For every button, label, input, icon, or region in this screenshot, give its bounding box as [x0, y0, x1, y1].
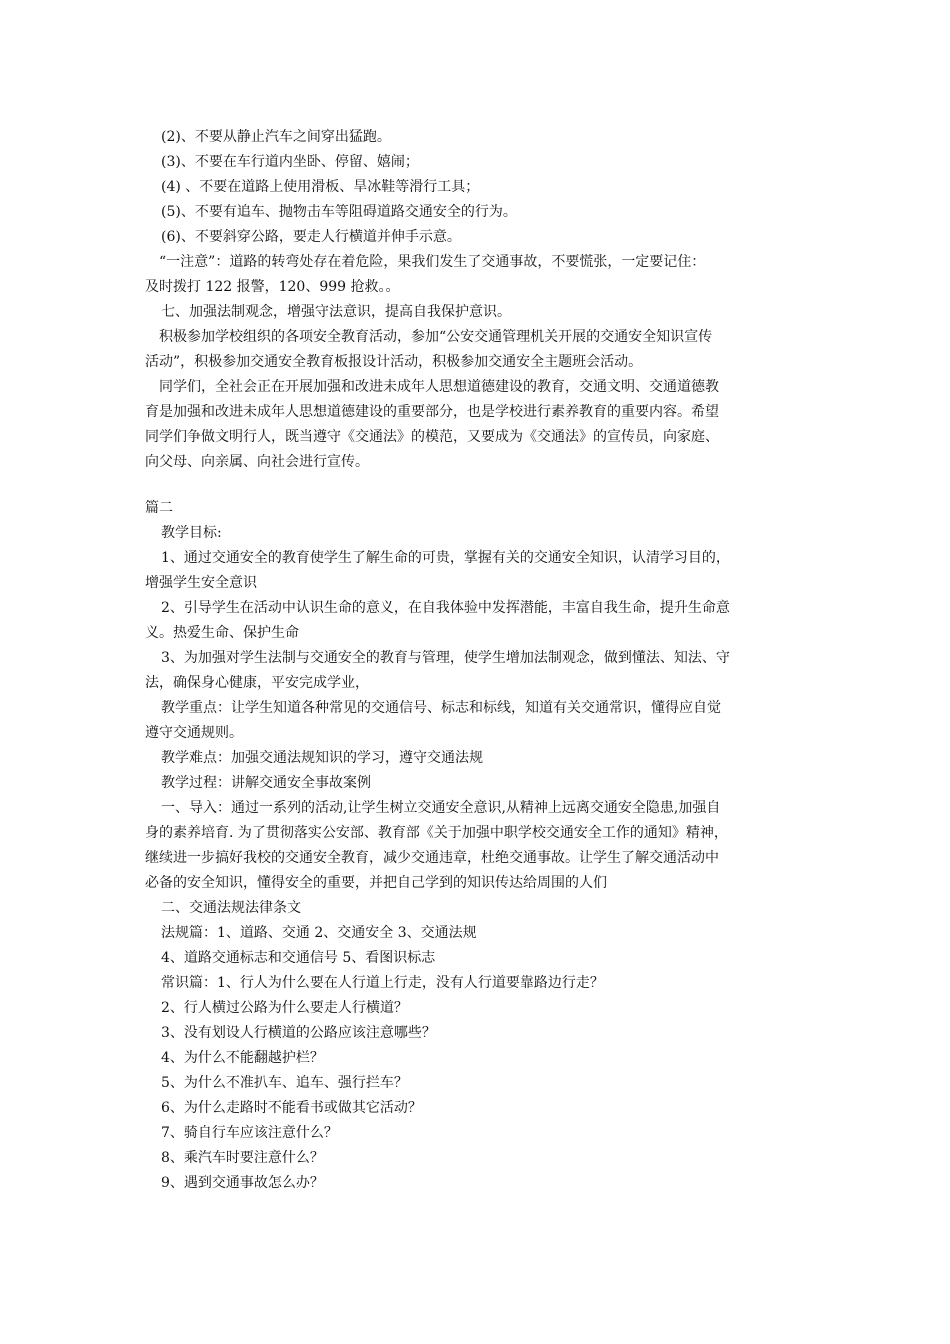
paragraph-line: 一、导入：通过一系列的活动,让学生树立交通安全意识,从精神上远离交通安全隐患,加强自	[161, 800, 721, 816]
paragraph-line: 3、为加强对学生法制与交通安全的教育与管理，使学生增加法制观念，做到懂法、知法、守	[161, 650, 730, 666]
document-body	[145, 125, 810, 1196]
paragraph-line: (3)、不要在车行道内坐卧、停留、嬉闹；	[161, 154, 419, 170]
paragraph-line: 必备的安全知识，懂得安全的重要，并把自己学到的知识传达给周围的人们	[145, 875, 607, 891]
paragraph-line: 教学重点：让学生知道各种常见的交通信号、标志和标线，知道有关交通常识，懂得应自觉	[161, 700, 721, 716]
paragraph-line: 3、没有划设人行横道的公路应该注意哪些？	[161, 1025, 436, 1041]
paragraph-line: 七、加强法制观念，增强守法意识，提高自我保护意识。	[161, 304, 511, 320]
paragraph-line: 7、骑自行车应该注意什么？	[161, 1125, 338, 1141]
paragraph-line: 活动”，积极参加交通安全教育板报设计活动，积极参加交通安全主题班会活动。	[145, 354, 643, 370]
paragraph-line: 法，确保身心健康，平安完成学业，	[145, 675, 369, 691]
paragraph-line: 6、为什么走路时不能看书或做其它活动？	[161, 1100, 422, 1116]
paragraph-line: 8、乘汽车时要注意什么？	[161, 1150, 324, 1166]
paragraph-line: 向父母、向亲属、向社会进行宣传。	[145, 454, 369, 470]
paragraph-line: 同学们争做文明行人，既当遵守《交通法》的模范，又要成为《交通法》的宣传员，向家庭、	[145, 429, 719, 445]
paragraph-line: 义。热爱生命、保护生命	[145, 625, 299, 641]
paragraph-line: 常识篇：1、行人为什么要在人行道上行走，没有人行道要靠路边行走？	[161, 975, 604, 991]
paragraph-line: 1、通过交通安全的教育使学生了解生命的可贵，掌握有关的交通安全知识，认清学习目的，	[161, 550, 730, 566]
paragraph-line: 2、引导学生在活动中认识生命的意义，在自我体验中发挥潜能，丰富自我生命，提升生命意	[161, 600, 730, 616]
paragraph-line: 法规篇：1、道路、交通 2、交通安全 3、交通法规	[161, 925, 477, 941]
paragraph-line: 教学过程：讲解交通安全事故案例	[161, 775, 371, 791]
paragraph-line: 增强学生安全意识	[145, 575, 257, 591]
paragraph-line: 育是加强和改进未成年人思想道德建设的重要部分，也是学校进行素养教育的重要内容。希望	[145, 404, 719, 420]
paragraph-line: 教学难点：加强交通法规知识的学习，遵守交通法规	[161, 750, 483, 766]
paragraph-line: 继续进一步搞好我校的交通安全教育，减少交通违章，杜绝交通事故。让学生了解交通活动中	[145, 850, 719, 866]
section-gap	[145, 475, 810, 496]
paragraph-line: (2)、不要从静止汽车之间穿出猛跑。	[161, 129, 391, 145]
paragraph-line: 及时拨打 122 报警，120、999 抢救。。	[145, 279, 400, 295]
paragraph-line: “一注意”：道路的转弯处存在着危险，果我们发生了交通事故，不要慌张，一定要记住：	[159, 254, 706, 270]
paragraph-line: 遵守交通规则。	[145, 725, 243, 741]
section-title: 篇二	[145, 500, 173, 516]
paragraph-line: 身的素养培育. 为了贯彻落实公安部、教育部《关于加强中职学校交通安全工作的通知》精神，	[145, 825, 728, 841]
paragraph-line: (5)、不要有追车、抛物击车等阻碍道路交通安全的行为。	[161, 204, 517, 220]
paragraph-line: 2、行人横过公路为什么要走人行横道？	[161, 1000, 408, 1016]
paragraph-line: (4) 、不要在道路上使用滑板、旱冰鞋等滑行工具；	[161, 179, 480, 195]
paragraph-line: 同学们，全社会正在开展加强和改进未成年人思想道德建设的教育，交通文明、交通道德教	[159, 379, 719, 395]
paragraph-line: 4、道路交通标志和交通信号 5、看图识标志	[161, 950, 436, 966]
paragraph-line: 二、交通法规法律条文	[161, 900, 301, 916]
paragraph-line: 积极参加学校组织的各项安全教育活动，参加“公安交通管理机关开展的交通安全知识宣传	[159, 329, 713, 345]
paragraph-line: 5、为什么不准扒车、追车、强行拦车？	[161, 1075, 408, 1091]
paragraph-line: 9、遇到交通事故怎么办？	[161, 1175, 324, 1191]
paragraph-line: 4、为什么不能翻越护栏？	[161, 1050, 324, 1066]
paragraph-line: (6)、不要斜穿公路，要走人行横道并伸手示意。	[161, 229, 461, 245]
paragraph-line: 教学目标:	[161, 525, 222, 541]
